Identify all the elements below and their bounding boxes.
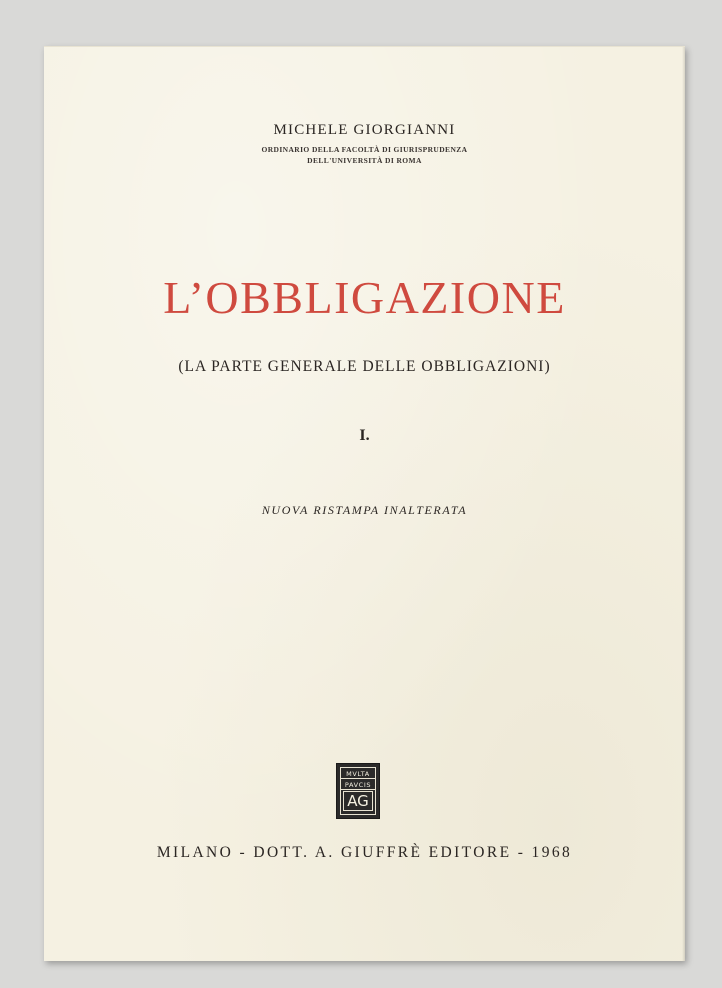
logo-monogram: AG <box>343 791 373 811</box>
logo-motto-line-1: MVLTA <box>341 770 375 779</box>
book-cover <box>44 46 685 961</box>
author-affiliation-line-1: ORDINARIO DELLA FACOLTÀ DI GIURISPRUDENZA <box>261 145 468 154</box>
publisher-imprint: MILANO - DOTT. A. GIUFFRÈ EDITORE - 1968 <box>156 844 573 861</box>
logo-motto-line-2: PAVCIS <box>341 781 375 790</box>
volume-number: I. <box>359 427 370 444</box>
author-name: MICHELE GIORGIANNI <box>273 122 456 138</box>
book-title: L’OBBLIGAZIONE <box>163 272 566 323</box>
publisher-logo <box>336 763 380 819</box>
publisher-logo-frame <box>340 767 376 815</box>
edition-note: NUOVA RISTAMPA INALTERATA <box>261 503 468 517</box>
author-affiliation-line-2: DELL'UNIVERSITÀ DI ROMA <box>307 156 422 165</box>
book-subtitle: (LA PARTE GENERALE DELLE OBBLIGAZIONI) <box>178 358 551 375</box>
